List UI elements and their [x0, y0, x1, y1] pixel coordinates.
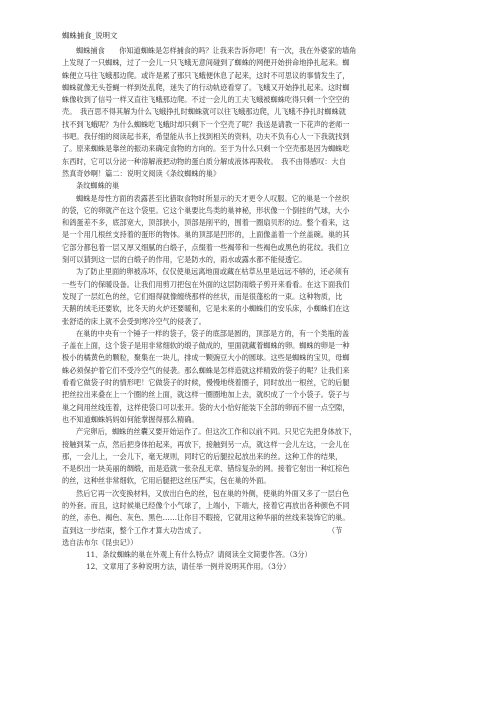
text-line: 蜘蛛就像无头苍蝇一样到处乱爬，迷失了的行动轨迹看穿了。飞蛾又开始挣扎起来。这时蜘 [62, 82, 350, 92]
question-line: 11、条纹蜘蛛的巢在外观上有什么特点？请阅读全文简要作答。（3分） [86, 550, 312, 560]
document-page [62, 30, 438, 574]
text-line: 了。原来蜘蛛是靠丝的振动来确定食物的方向的。至于为什么只剩一个空壳那是因为蜘蛛吃 [62, 144, 350, 154]
text-line: 的外套。而且，这时候巢已经像个小气球了，上端小，下端大，接着它再放出各种颜色不同 [62, 500, 350, 510]
text-line: 蜘蛛是母性方面的表露甚至比猎取食物时所显示的天才更令人叹服。它的巢是一个丝织 [76, 193, 350, 203]
text-line: 蛛便立马往飞蛾那边爬。或许是累了那只飞蛾便休息了起来，这时不可思议的事情发生了， [62, 70, 350, 80]
text-line: 直到这一步结束，整个工作才算大功告成了。 （节 [62, 525, 343, 535]
text-line: 蛛像收到了信号一样又直往飞蛾那边爬。不过一会儿的工夫飞蛾被蜘蛛吃得只剩一个空空的 [62, 95, 350, 105]
text-line: 条纹蜘蛛的巢 [76, 181, 120, 191]
text-line: 产完卵后，蜘蛛的丝囊又要开始运作了。但这次工作和以前不同。只见它先把身体放下， [76, 427, 357, 437]
text-line: 接触到某一点，然后把身体拍起来，再放下，接触到另一点，就这样一会儿左这，一会儿在 [62, 439, 350, 449]
text-line: 然后它再一次变换材料，又放出白色的丝，包在巢的外侧，使巢的外面又多了一层白色 [76, 488, 350, 498]
text-line: 的丝，这种丝非常细软，它用后腿把这丝压严实，包在巢的外面。 [62, 476, 271, 486]
text-line: 巢之间用丝线连着，这样使袋口可以张开。袋的大小恰好能装下全部的卵而不留一点空隙， [62, 402, 350, 412]
text-line: 子盖在上面，这个袋子是用非常细软的缎子做成的，里面就藏着蜘蛛的卵。蜘蛛的卵是一种 [62, 341, 350, 351]
text-line: 书吧。我仔细的阅读起书来，希望能从书上找到相关的资料，功夫不负有心人一下我就找到 [62, 132, 350, 142]
document-body [62, 45, 438, 574]
text-line: 东西时，它可以分泌一种溶解液把动物的蛋白质分解成液体再吸收。 我不由得感叹：大自 [62, 156, 346, 166]
text-line: 把丝拉出来叠在上一个圈的丝上面，就这样一圈圈地加上去，就织成了一个小袋子。袋子与 [62, 390, 350, 400]
text-line: 蛛必须保护着它们不受冷空气的侵袭。那么蜘蛛是怎样造就这样精致的袋子的呢？让我们来 [62, 365, 350, 375]
text-line: 在巢的中央有一个锤子一样的袋子，袋子的底部是圆的，顶部是方的，有一个类瓶的盖 [76, 328, 350, 338]
text-line: 不是织出一块美丽的绸缎，而是造就一张杂乱无章、错综复杂的网。接着它射出一种红棕色 [62, 464, 350, 474]
text-line: 看看它做袋子时的情形吧！它做袋子的时候，慢慢地绕着圈子，同时放出一根丝，它的后腿 [62, 378, 350, 388]
text-line: 为了防止里面的卵被冻坏，仅仅使巢远离地面或藏在枯草丛里是远远不够的，还必须有 [76, 267, 350, 277]
text-line: 找不到飞蛾呢？为什么蜘蛛吃飞蛾时却只剩下一个空壳了呢？我送是请教一下花声的老师一 [62, 119, 350, 129]
question-line: 12、文章用了多种说明方法，请任举一例并说明其作用。（3分） [86, 562, 291, 572]
document-title: 蜘蛛捕食_说明文 [62, 31, 118, 40]
text-line: 它部分都包着一层又厚又细腻的白缎子，点缀着一些褐带和一些褐色或黑色的花纹。我们立 [62, 242, 350, 252]
text-line: 一些专门的保暖设备。让我们用剪刀把包在外面的这层防雨缎子剪开来看看。在这下面我们 [62, 279, 350, 289]
text-line: 那，一会儿上，一会儿下，毫无规则，同时它的后腿拉起放出来的丝。这种工作的结果， [62, 451, 343, 461]
text-line: 蜘蛛捕食 你知道蜘蛛是怎样捕食的吗？让我来告诉你吧！有一次，我在外婆家的墙角 [76, 46, 357, 55]
text-line: 上发现了一只蜘蛛，过了一会儿一只飞蛾无意间碰到了蜘蛛的网便开始拼命地挣扎起来。蜘 [62, 58, 350, 68]
text-line: 发现了一层红色的丝，它们细得就像缠绕那样的丝状，而是很蓬松的一束。这种物质，比 [62, 291, 343, 301]
text-line: 选自法布尔《昆虫记》） [62, 537, 138, 547]
text-line: 的袋，它的卵就产在这个袋里。它这个巢要比鸟类的巢神秘，形状像一个倒挂的气球，大小 [62, 205, 350, 215]
text-line: 张舒适的床上就不会受到寒冷空气的侵袭了。 [62, 316, 206, 326]
text-line: 是一个用几根丝支持着的蛋形的物体。巢的顶部是凹形的，上面像盖着一个丝盖碗。巢的其 [62, 230, 350, 240]
text-line: 天鹅的绒毛还要软，比冬天的火炉还要暖和，它是未来的小蜘蛛们的安乐床，小蜘蛛们在这 [62, 304, 350, 314]
text-line: 壳。 我百思不得其解为什么飞蛾挣扎时蜘蛛就可以往飞蛾那边爬，儿飞蛾不挣扎时蜘蛛就 [62, 107, 346, 117]
text-line: 刻可以猜到这一层的白缎子的作用，它是防水的，雨水或露水都不能侵透它。 [62, 255, 307, 265]
text-line: 然真奇妙啊！篇二：说明文阅读《条纹蜘蛛的巢》 [62, 168, 221, 178]
text-line: 的丝，赤色、褐色、灰色、黑色……让你目不暇接，它就用这种华丽的丝线来装饰它的巢。 [62, 513, 350, 523]
text-line: 和鸽蛋差不多，底部宽大，顶部狭小，顶部是削平的，围着一圈扇贝形的边。整个看来，这 [62, 218, 350, 228]
text-line: 也不知道蜘蛛妈妈如何能掌握得那么精确。 [62, 414, 199, 424]
text-line: 极小的橘黄色的颗粒，聚集在一块儿，排成一颗豌豆大小的圆球。这些是蜘蛛的宝贝，母蜘 [62, 353, 350, 363]
